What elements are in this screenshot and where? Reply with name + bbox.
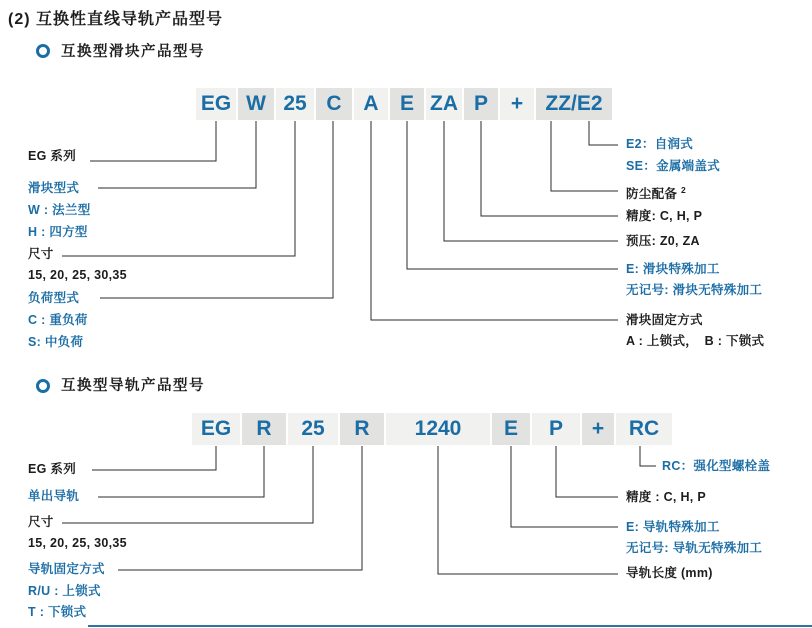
- code-segment-rail-special: E: [492, 413, 530, 445]
- code-segment-rail-rc: RC: [616, 413, 672, 445]
- label-rail-accuracy: 精度 : C, H, P: [626, 490, 706, 504]
- code-segment-rail-plus: +: [582, 413, 614, 445]
- section-bullet-icon: [36, 44, 50, 58]
- code-segment-rail-fixing: R: [340, 413, 384, 445]
- code-segment-series: EG: [196, 88, 236, 120]
- label-rail-fixing: 导轨固定方式: [28, 562, 105, 576]
- label-preload: 预压: Z0, ZA: [626, 234, 700, 248]
- label-e2-self-lube: E2：自润式: [626, 137, 694, 151]
- label-load-type: 负荷型式: [28, 291, 80, 305]
- code-segment-load: C: [316, 88, 352, 120]
- label-block-type-w: W : 法兰型: [28, 203, 91, 217]
- label-rail-length: 导轨长度 (mm): [626, 566, 713, 580]
- label-block-type-h: H : 四方型: [28, 225, 88, 239]
- label-rail-no-special: 无记号: 导轨无特殊加工: [626, 541, 763, 555]
- label-rail-eg-series: EG 系列: [28, 462, 77, 476]
- label-rail-size-values: 15, 20, 25, 30,35: [28, 536, 127, 550]
- code-segment-preload: ZA: [426, 88, 462, 120]
- label-block-fixing-options: A : 上锁式， B : 下锁式: [626, 334, 765, 348]
- code-segment-rail-series: EG: [192, 413, 240, 445]
- label-accuracy: 精度: C, H, P: [626, 209, 703, 223]
- label-size: 尺寸: [28, 247, 54, 261]
- section-title-block-model: 互换型滑块产品型号: [61, 44, 205, 60]
- code-segment-size: 25: [276, 88, 314, 120]
- code-segment-rail-size: 25: [288, 413, 338, 445]
- section-title-rail-model: 互换型导轨产品型号: [61, 378, 205, 394]
- label-se-metal-endcap: SE：金属端盖式: [626, 159, 721, 173]
- code-segment-rail-length: 1240: [386, 413, 490, 445]
- label-dust-protection: 防尘配备 $^2$: [626, 185, 687, 202]
- label-rc-bolt-cover: RC：强化型螺栓盖: [662, 459, 771, 473]
- code-segment-fixing: A: [354, 88, 388, 120]
- label-load-heavy: C : 重负荷: [28, 313, 88, 327]
- code-segment-special: E: [390, 88, 424, 120]
- label-size-values: 15, 20, 25, 30,35: [28, 268, 127, 282]
- label-single-rail: 单出导轨: [28, 489, 80, 503]
- code-segment-rail-type: R: [242, 413, 286, 445]
- code-segment-accuracy: P: [464, 88, 498, 120]
- bottom-divider: [88, 625, 812, 627]
- code-segment-plus: +: [500, 88, 534, 120]
- page-title: (2) 互换性直线导轨产品型号: [8, 11, 224, 28]
- label-block-fixing: 滑块固定方式: [626, 313, 703, 327]
- label-block-type: 滑块型式: [28, 181, 80, 195]
- label-block-special: E: 滑块特殊加工: [626, 262, 720, 276]
- section-bullet-icon: [36, 379, 50, 393]
- label-rail-fixing-t: T : 下锁式: [28, 605, 87, 619]
- label-rail-size: 尺寸: [28, 515, 54, 529]
- label-load-medium: S: 中负荷: [28, 335, 84, 349]
- code-segment-rail-accuracy: P: [532, 413, 580, 445]
- label-rail-fixing-ru: R/U : 上锁式: [28, 584, 101, 598]
- label-eg-series: EG 系列: [28, 149, 77, 163]
- label-block-no-special: 无记号: 滑块无特殊加工: [626, 283, 763, 297]
- code-segment-block-type: W: [238, 88, 274, 120]
- label-rail-special: E: 导轨特殊加工: [626, 520, 720, 534]
- code-segment-dust-option: ZZ/E2: [536, 88, 612, 120]
